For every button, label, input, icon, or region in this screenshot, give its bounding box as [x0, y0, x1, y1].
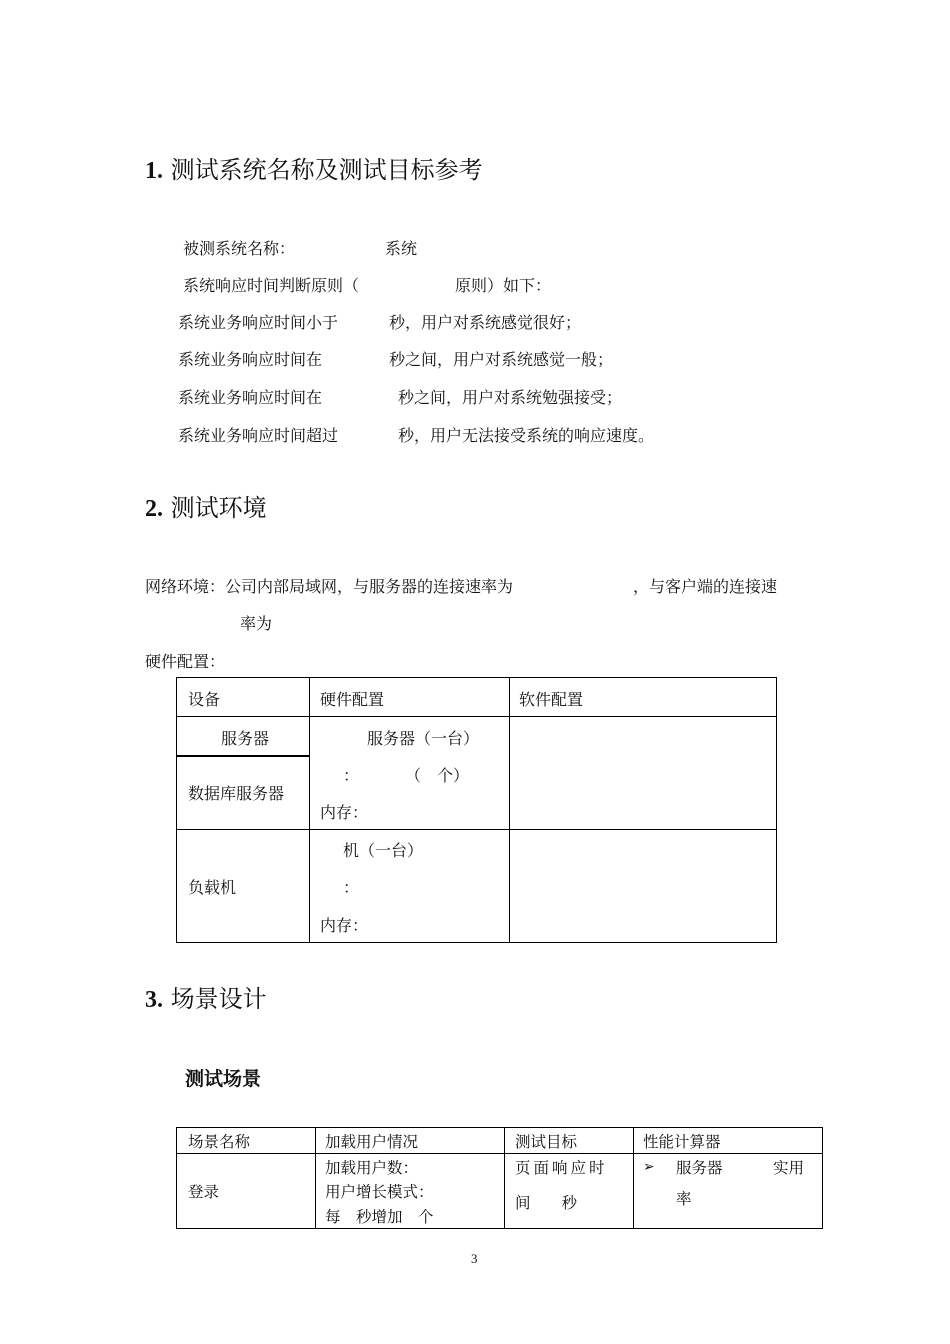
- hw-header-software: 软件配置: [519, 690, 584, 709]
- section-2-number: 2.: [145, 496, 163, 522]
- sc-row-counter-b: 实用: [773, 1159, 805, 1177]
- sc-row-users-2: 用户增长模式：: [325, 1183, 434, 1201]
- principle-text-b: 原则）如下：: [455, 276, 552, 295]
- section-1-heading: [145, 150, 483, 185]
- system-name-label: 被测系统名称：: [183, 239, 296, 258]
- hw-server-line-1: 服务器（一台）: [367, 729, 480, 748]
- sc-header-goal: 测试目标: [515, 1133, 578, 1151]
- hw-server-line-2a: ：: [343, 766, 360, 785]
- rule-1-a: 系统业务响应时间小于: [178, 313, 339, 332]
- section-2-title: 测试环境: [170, 494, 267, 522]
- hw-header-device: 设备: [188, 690, 221, 709]
- sc-row-counter-c: 率: [676, 1190, 692, 1208]
- system-name-value: 系统: [385, 239, 418, 258]
- hw-load-line-1: 机（一台）: [343, 841, 424, 860]
- test-scenario-subtitle: 测试场景: [185, 1068, 262, 1090]
- scenario-table: [176, 1127, 823, 1229]
- rule-4-b: 秒，用户无法接受系统的响应速度。: [398, 426, 655, 445]
- sc-row-counter-bullet-icon: ➢: [643, 1159, 655, 1175]
- hw-server-line-3: 内存：: [320, 803, 369, 822]
- hw-load-device: 负载机: [188, 878, 237, 897]
- rule-3-a: 系统业务响应时间在: [178, 388, 323, 407]
- principle-text-a: 系统响应时间判断原则（: [183, 276, 360, 295]
- section-2-heading: [145, 488, 267, 523]
- sc-header-users: 加载用户情况: [325, 1133, 419, 1151]
- rule-2-a: 系统业务响应时间在: [178, 350, 323, 369]
- section-3-title: 场景设计: [170, 985, 267, 1013]
- network-text-a: 网络环境：公司内部局域网，与服务器的连接速率为: [145, 577, 514, 596]
- sc-row-users-1: 加载用户数：: [325, 1159, 419, 1177]
- hw-load-line-2: ：: [343, 878, 360, 897]
- hw-header-hardware: 硬件配置: [320, 690, 385, 709]
- section-1-title: 测试系统名称及测试目标参考: [170, 156, 483, 184]
- page-number: 3: [471, 1251, 478, 1266]
- sc-row-name: 登录: [188, 1183, 220, 1201]
- hw-db-server-device: 数据库服务器: [188, 784, 285, 803]
- hw-load-line-3: 内存：: [320, 916, 369, 935]
- rule-2-b: 秒之间，用户对系统感觉一般；: [389, 350, 614, 369]
- hw-server-device: 服务器: [221, 729, 270, 748]
- sc-header-counter: 性能计算器: [643, 1133, 721, 1151]
- section-3-heading: [145, 979, 267, 1014]
- network-text-c: 率为: [240, 614, 273, 633]
- rule-3-b: 秒之间，用户对系统勉强接受；: [398, 388, 623, 407]
- hw-server-line-2b: （ 个）: [405, 766, 470, 785]
- section-1-number: 1.: [145, 158, 163, 184]
- rule-4-a: 系统业务响应时间超过: [178, 426, 339, 445]
- sc-row-counter-a: 服务器: [676, 1159, 723, 1177]
- sc-row-goal-2: 间 秒: [515, 1194, 578, 1212]
- network-text-b: ，与客户端的连接速: [633, 577, 778, 596]
- section-3-number: 3.: [145, 987, 163, 1013]
- sc-header-name: 场景名称: [188, 1133, 251, 1151]
- rule-1-b: 秒，用户对系统感觉很好；: [389, 313, 582, 332]
- hardware-table: [176, 677, 777, 943]
- hardware-label: 硬件配置：: [145, 652, 226, 671]
- sc-row-users-3: 每 秒增加 个: [325, 1208, 434, 1226]
- sc-row-goal-1: 页面响应时: [515, 1159, 608, 1177]
